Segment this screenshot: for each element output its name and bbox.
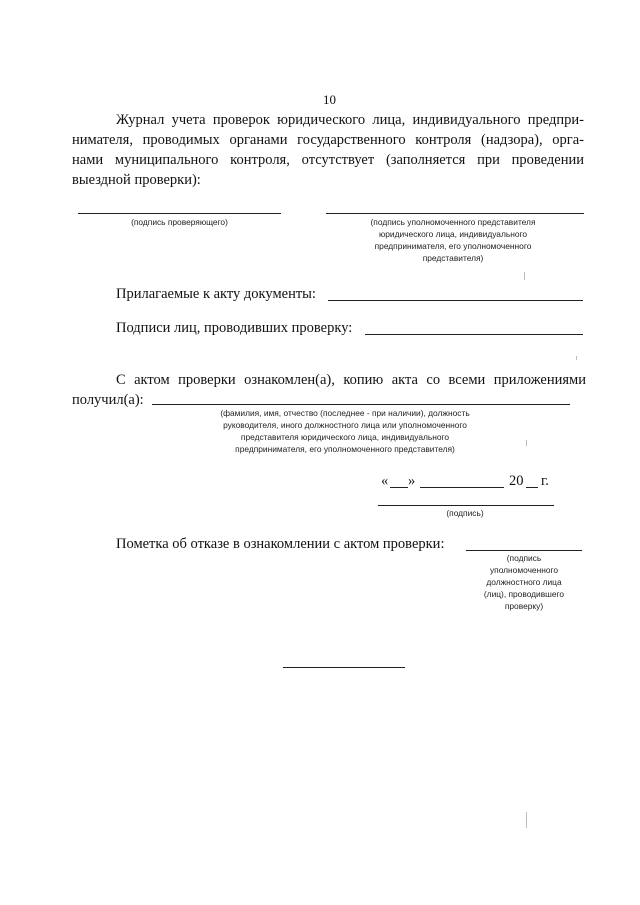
refusal-caption-line-1: (подпись [506,553,542,563]
refusal-label: Пометка об отказе в ознакомлении с актом проверки: [116,536,445,552]
date-year-line [526,487,538,488]
inspector-signature-caption: (подпись проверяющего) [131,217,228,227]
refusal-caption-line-5: проверку) [504,601,544,611]
refusal-caption-line-4: (лиц), проводившего [483,589,565,599]
journal-line-2: нимателя, проводимых органами государственного контроля (надзора), орга- [72,132,584,148]
rep-caption-line-2: юридического лица, индивидуального [378,229,528,239]
inspectors-signatures-line [365,334,583,335]
date-year-prefix: 20 [509,473,524,489]
acquainted-caption [185,407,505,455]
inspector-signature-line [78,213,281,214]
acq-caption-line-4: предпринимателя, его уполномоченного представителя) [235,444,455,454]
attached-docs-label: Прилагаемые к акту документы: [116,286,316,302]
inspectors-signatures-label: Подписи лиц, проводивших проверку: [116,320,353,336]
date-year-suffix: г. [541,473,549,489]
date-close-quote: » [408,473,416,489]
scan-speck [576,356,577,360]
refusal-caption [464,552,584,612]
rep-caption-line-3: предпринимателя, его уполномоченного [374,241,532,251]
acq-caption-line-3: представителя юридического лица, индивидуального [240,432,450,442]
acquainted-line-1: С актом проверки ознакомлен(а), копию акта со всеми приложениями [116,372,586,388]
refusal-caption-line-2: уполномоченного [489,565,559,575]
acq-caption-line-2: руководителя, иного должностного лица или уполномоченного [223,420,467,430]
journal-line-3: нами муниципального контроля, отсутствует (заполняется при проведении [72,152,584,168]
journal-line-1: Журнал учета проверок юридического лица, индивидуального предпри- [116,112,584,128]
refusal-line [466,550,582,551]
scan-speck [526,812,527,828]
acquainted-fullname-line [152,404,570,405]
journal-paragraph [72,110,584,190]
signature-caption: (подпись) [446,508,484,518]
attached-docs-line [328,300,583,301]
acq-caption-line-1: (фамилия, имя, отчество (последнее - при наличии), должность [220,408,470,418]
scan-speck [524,272,525,280]
scan-speck [526,440,527,446]
representative-signature-line [326,213,584,214]
representative-signature-caption [318,216,588,264]
date-day-line [390,487,408,488]
rep-caption-line-4: представителя) [422,253,484,263]
acquainted-line-2: получил(а): [72,392,144,408]
journal-line-4: выездной проверки): [72,172,201,188]
page-number: 10 [323,92,336,107]
rep-caption-line-1: (подпись уполномоченного представителя [370,217,536,227]
date-month-line [420,487,504,488]
date-open-quote: « [381,473,389,489]
document-end-separator [283,667,405,668]
signature-line [378,505,554,506]
refusal-caption-line-3: должностного лица [486,577,562,587]
